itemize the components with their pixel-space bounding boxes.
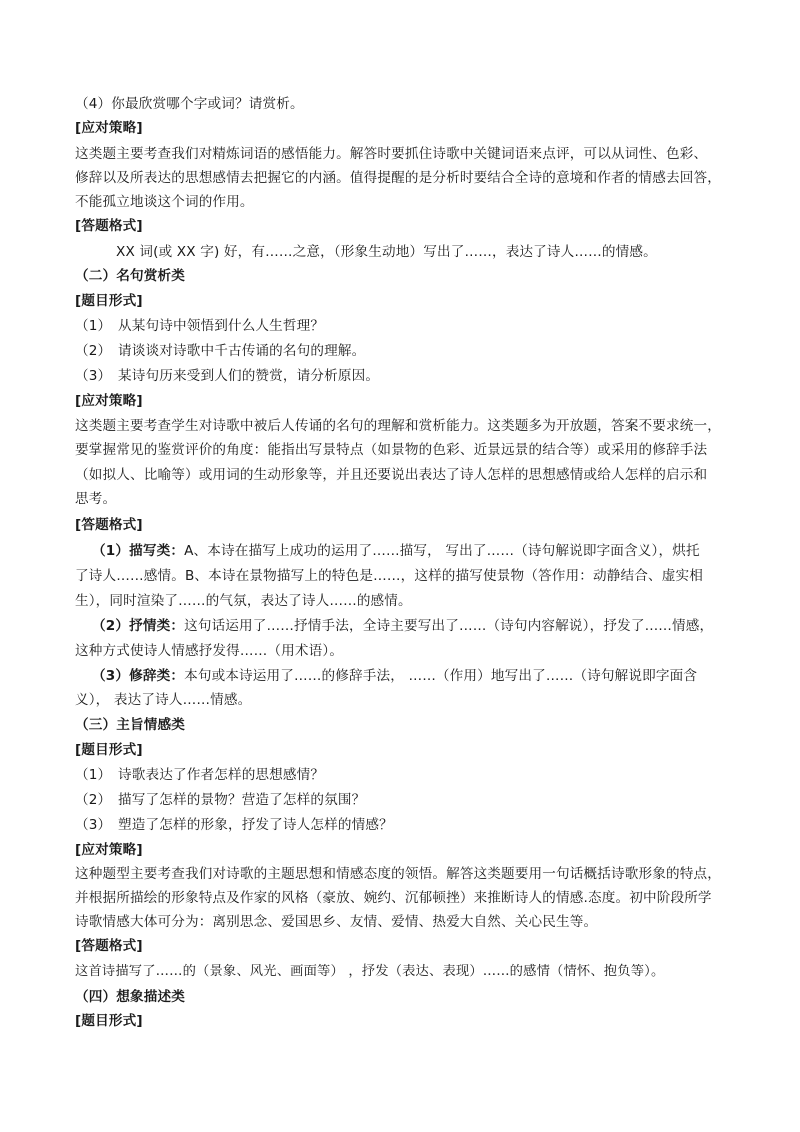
format-lyric-label: （2）抒情类： xyxy=(92,618,185,634)
strategy-heading-3: [应对策略] xyxy=(75,842,143,858)
list-item: （2） 请谈谈对诗歌中千古传诵的名句的理解。 xyxy=(75,343,366,359)
strategy-3-line-1: 这种题型主要考查我们对诗歌的主题思想和情感态度的领悟。解答这类题要用一句话概括诗歌形象的特点， xyxy=(75,866,721,882)
format-1-text: XX 词(或 XX 字) 好，有……之意，（形象生动地）写出了……，表达了诗人……的情感。 xyxy=(116,244,657,260)
format-describe-label: （1）描写类： xyxy=(92,543,185,559)
strategy-3-line-3: 诗歌情感大体可分为：离别思念、爱国思乡、友情、爱情、热爱大自然、关心民生等。 xyxy=(75,914,598,930)
format-heading-3: [答题格式] xyxy=(75,938,143,954)
strategy-2-line-1: 这类题主要考查学生对诗歌中被后人传诵的名句的理解和赏析能力。这类题多为开放题，答案不要求统一， xyxy=(75,418,721,434)
strategy-2-line-4: 思考。 xyxy=(75,491,117,507)
strategy-1-line-1: 这类题主要考查我们对精炼词语的感悟能力。解答时要抓住诗歌中关键词语来点评，可以从词性、色彩、 xyxy=(75,146,708,162)
form-heading-4: [题目形式] xyxy=(75,1013,143,1029)
question-4: （4）你最欣赏哪个字或词？请赏析。 xyxy=(75,96,304,112)
format-lyric-line-2: 这种方式使诗人情感抒发得……（用术语）。 xyxy=(75,643,344,659)
section-2-title: （二）名句赏析类 xyxy=(75,268,185,284)
strategy-1-line-3: 不能孤立地谈这个词的作用。 xyxy=(75,194,254,210)
list-item: （1） 诗歌表达了作者怎样的思想感情？ xyxy=(75,767,325,783)
strategy-heading-2: [应对策略] xyxy=(75,393,143,409)
format-describe-line-3: 生），同时渲染了……的气氛，表达了诗人……的感情。 xyxy=(75,593,412,609)
list-item: （2） 描写了怎样的景物？营造了怎样的氛围？ xyxy=(75,792,366,808)
format-describe-line-1: （1）描写类：A、本诗在描写上成功的运用了……描写， 写出了……（诗句解说即字面含义），烘托 xyxy=(92,543,700,559)
format-rhetoric-line-1: （3）修辞类：本句或本诗运用了……的修辞手法， ……（作用）地写出了……（诗句解说即字面含 xyxy=(92,668,698,684)
format-describe-line-2: 了诗人……感情。B、本诗在景物描写上的特色是……，这样的描写使景物（答作用：动静结合、虚实相 xyxy=(75,568,703,584)
format-lyric-line-1: （2）抒情类：这句话运用了……抒情手法，全诗主要写出了……（诗句内容解说），抒发了……情感， xyxy=(92,618,714,634)
strategy-heading-1: [应对策略] xyxy=(75,120,143,136)
form-heading-2: [题目形式] xyxy=(75,293,143,309)
format-heading-1: [答题格式] xyxy=(75,218,143,234)
form-heading-3: [题目形式] xyxy=(75,742,143,758)
strategy-3-line-2: 并根据所描绘的形象特点及作家的风格（豪放、婉约、沉郁顿挫）来推断诗人的情感.态度。初中阶段所学 xyxy=(75,890,712,906)
format-rhetoric-label: （3）修辞类： xyxy=(92,668,185,684)
format-3-text: 这首诗描写了……的（景象、风光、画面等） ，抒发（表达、表现）……的感情（情怀、抱负等）。 xyxy=(75,964,665,979)
section-4-title: （四）想象描述类 xyxy=(75,989,185,1005)
format-heading-2: [答题格式] xyxy=(75,517,143,533)
list-item: （3） 某诗句历来受到人们的赞赏，请分析原因。 xyxy=(75,368,380,384)
format-rhetoric-line-2: 义）， 表达了诗人……情感。 xyxy=(75,692,252,708)
list-item: （3） 塑造了怎样的形象，抒发了诗人怎样的情感？ xyxy=(75,817,393,833)
strategy-1-line-2: 修辞以及所表达的思想感情去把握它的内涵。值得提醒的是分析时要结合全诗的意境和作者的情感去回答， xyxy=(75,170,721,186)
strategy-2-line-2: 要掌握常见的鉴赏评价的角度：能指出写景特点（如景物的色彩、近景远景的结合等）或采用的修辞手法 xyxy=(75,442,708,458)
list-item: （1） 从某句诗中领悟到什么人生哲理？ xyxy=(75,318,325,334)
section-3-title: （三）主旨情感类 xyxy=(75,717,185,733)
strategy-2-line-3: （如拟人、比喻等）或用词的生动形象等，并且还要说出表达了诗人怎样的思想感情或给人怎样的启示和 xyxy=(75,467,708,483)
